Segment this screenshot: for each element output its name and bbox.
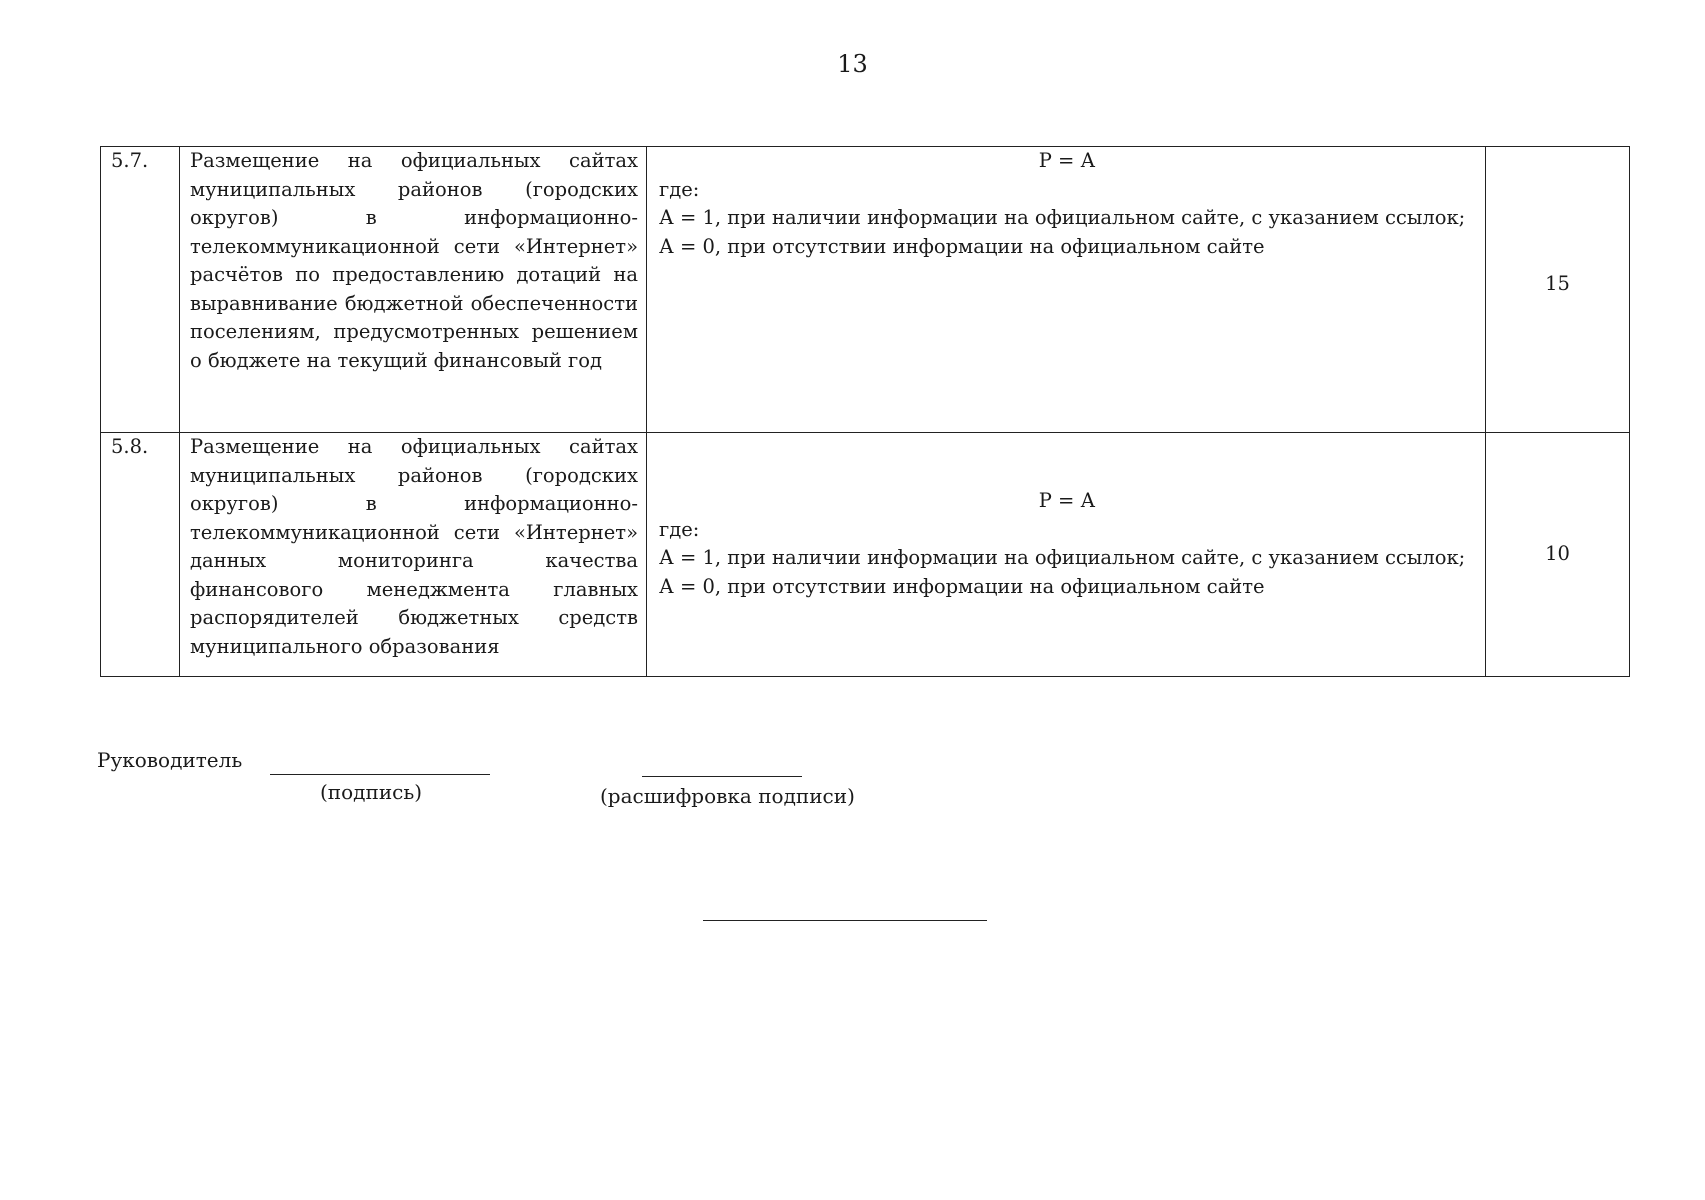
signature-caption: (подпись) [320,780,423,804]
row-score: 10 [1545,542,1570,566]
row-formula-cell [647,147,1486,433]
signature-decryption-line [642,776,802,777]
table-row [101,147,1630,433]
formula-equation: Р = А [1038,149,1096,172]
formula-condition-1: А = 1, при наличии информации на официальном сайте, с указанием ссылок; [659,206,1466,229]
formula-where: где: [659,177,700,201]
row-score-cell [1486,433,1630,677]
formula-condition-0: А = 0, при отсутствии информации на официальном сайте [659,234,1265,258]
criteria-table [100,146,1630,677]
row-description: Размещение на официальных сайтах муниципальных районов (городских округов) в информационно-телекоммуникационной сети «Интернет» данных мониторинга качества финансового менеджмента главных распорядителей бюджетных средств муниципального образования [190,435,638,658]
row-description-cell [180,433,647,677]
row-score: 15 [1545,272,1570,296]
formula-condition-0: А = 0, при отсутствии информации на официальном сайте [659,574,1265,598]
row-number: 5.7. [101,147,180,433]
signature-decryption-caption: (расшифровка подписи) [600,784,855,808]
row-number: 5.8. [101,433,180,677]
table-row [101,433,1630,677]
row-formula-cell [647,433,1486,677]
row-score-cell [1486,147,1630,433]
end-of-document-rule [703,920,987,921]
page-number: 13 [837,50,868,78]
row-description-cell [180,147,647,433]
signature-line [270,774,490,775]
row-description: Размещение на официальных сайтах муниципальных районов (городских округов) в информационно-телекоммуникационной сети «Интернет» расчётов по предоставлению дотаций на выравнивание бюджетной обеспеченности поселениям, предусмотренных решением о бюджете на текущий финансовый год [190,149,638,372]
formula-where: где: [659,517,700,541]
signature-block [97,744,997,814]
formula-equation: Р = А [1038,489,1096,512]
signature-label: Руководитель [97,748,243,772]
formula-condition-1: А = 1, при наличии информации на официальном сайте, с указанием ссылок; [659,546,1466,569]
